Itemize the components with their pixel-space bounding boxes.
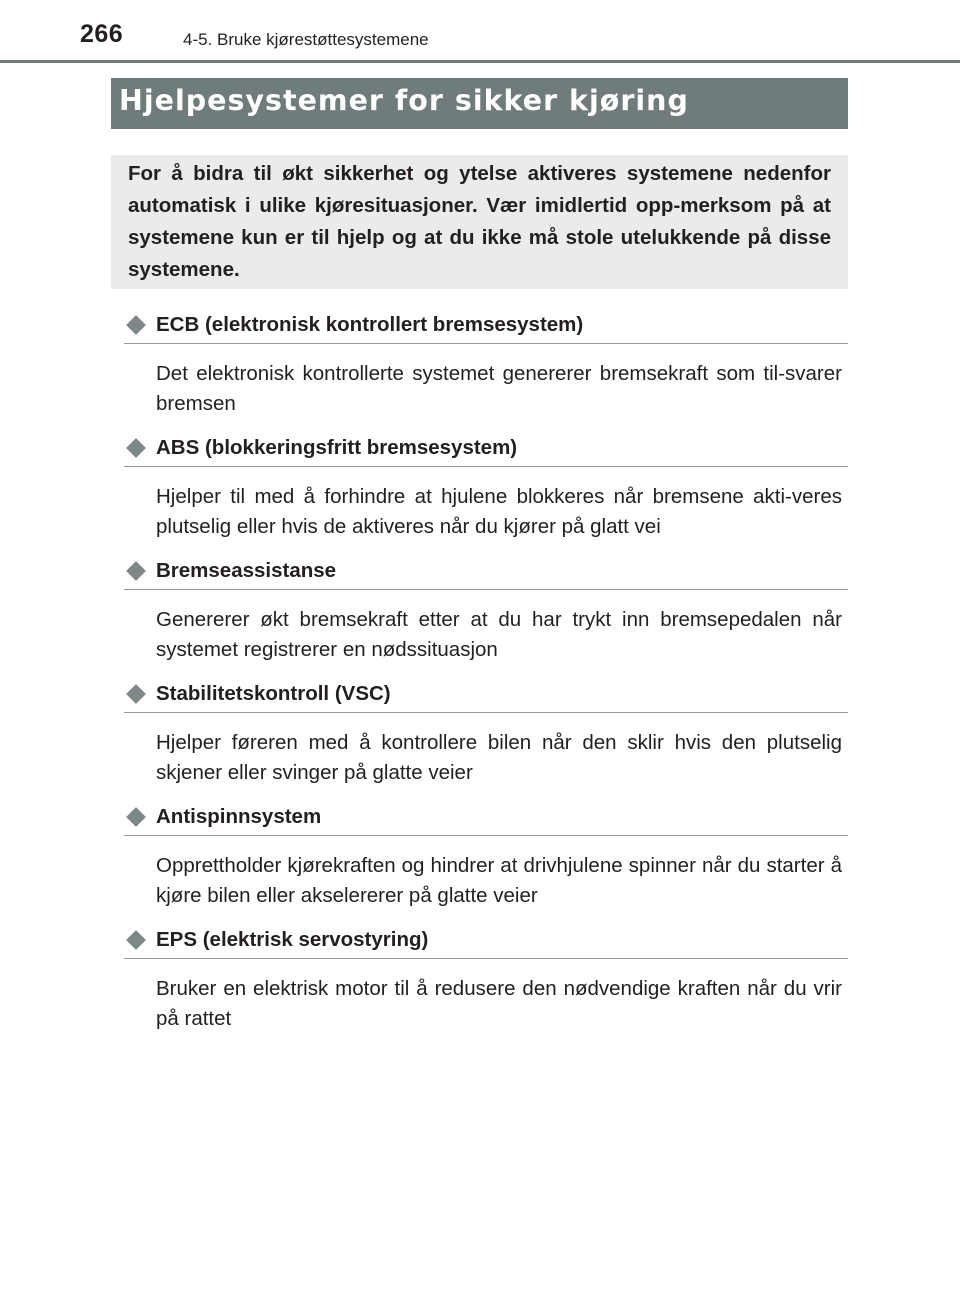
diamond-bullet-icon (126, 807, 146, 827)
chapter-title: 4-5. Bruke kjørestøttesystemene (183, 30, 429, 49)
system-heading (124, 804, 848, 836)
system-item-vsc (124, 681, 848, 788)
system-heading (124, 681, 848, 713)
system-title: ABS (blokkeringsfritt bremsesystem) (156, 436, 518, 459)
system-title: Bremseassistanse (156, 559, 337, 582)
diamond-bullet-icon (126, 315, 146, 335)
section-title: Hjelpesystemer for sikker kjøring (119, 84, 689, 117)
system-description: Hjelper til med å forhindre at hjulene blokkeres når bremsene akti-veres plutselig eller hvis de aktiveres når du kjører på glatt vei (156, 485, 842, 538)
system-item-brake-assist (124, 558, 848, 665)
intro-text: For å bidra til økt sikkerhet og ytelse aktiveres systemene nedenfor automatisk i ulike kjøresituasjoner. Vær imidlertid opp-merksom på at systemene kun er til hjelp og at du ikke må stole utelukkende på disse systemene. (128, 162, 831, 281)
system-description: Hjelper føreren med å kontrollere bilen når den sklir hvis den plutselig skjener eller svinger på glatte veier (156, 731, 842, 784)
system-item-traction-control (124, 804, 848, 911)
system-title: Antispinnsystem (156, 805, 322, 828)
system-description: Det elektronisk kontrollerte systemet genererer bremsekraft som til-svarer bremsen (156, 362, 842, 415)
system-heading (124, 558, 848, 590)
system-item-eps (124, 927, 848, 1034)
diamond-bullet-icon (126, 561, 146, 581)
diamond-bullet-icon (126, 684, 146, 704)
system-title: EPS (elektrisk servostyring) (156, 928, 429, 951)
system-description: Genererer økt bremsekraft etter at du har trykt inn bremsepedalen når systemet registrerer en nødssituasjon (156, 608, 842, 661)
system-title: Stabilitetskontroll (VSC) (156, 682, 391, 705)
system-item-ecb (124, 312, 848, 419)
page-number: 266 (80, 20, 124, 48)
section-banner (111, 78, 848, 129)
diamond-bullet-icon (126, 930, 146, 950)
system-list (124, 312, 848, 1050)
system-title: ECB (elektronisk kontrollert bremsesystem) (156, 313, 584, 336)
diamond-bullet-icon (126, 438, 146, 458)
system-heading (124, 312, 848, 344)
system-item-abs (124, 435, 848, 542)
system-description: Opprettholder kjørekraften og hindrer at drivhjulene spinner når du starter å kjøre bilen eller akselererer på glatte veier (156, 854, 842, 907)
system-description: Bruker en elektrisk motor til å redusere den nødvendige kraften når du vrir på rattet (156, 977, 842, 1030)
system-heading (124, 927, 848, 959)
system-heading (124, 435, 848, 467)
intro-box (111, 155, 848, 289)
header-divider (0, 60, 960, 63)
